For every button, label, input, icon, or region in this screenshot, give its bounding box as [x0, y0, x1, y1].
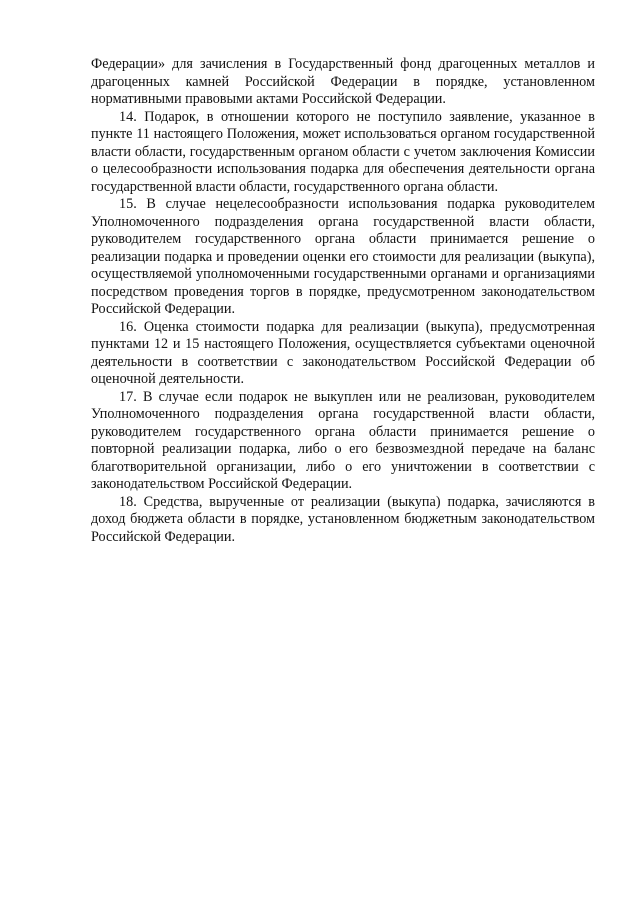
paragraph-item-14: 14. Подарок, в отношении которого не поступило заявление, указанное в пункте 11 настоящего Положения, может использоваться органом государственной власти области, государственным органом области с учетом заключения Комиссии о целесообразности использования подарка для обеспечения деятельности органа государственной власти области, государственного органа области. — [91, 108, 595, 195]
paragraph-continuation: Федерации» для зачисления в Государственный фонд драгоценных металлов и драгоценных камней Российской Федерации в порядке, установленном нормативными правовыми актами Российской Федерации. — [91, 56, 595, 107]
paragraph-item-15: 15. В случае нецелесообразности использования подарка руководителем Уполномоченного подразделения органа государственной власти области, руководителем государственного органа области принимается решение о реализации подарка и проведении оценки его стоимости для реализации (выкупа), осуществляемой уполномоченными государственными органами и организациями посредством проведения торгов в порядке, предусмотренном законодательством Российской Федерации. — [91, 196, 595, 317]
document-body — [91, 56, 595, 546]
paragraph-item-17: 17. В случае если подарок не выкуплен или не реализован, руководителем Уполномоченного подразделения органа государственной власти области, руководителем государственного органа области принимается решение о повторной реализации подарка, либо о его безвозмездной передаче на баланс благотворительной организации, либо о его уничтожении в соответствии с законодательством Российской Федерации. — [91, 388, 595, 492]
paragraph-item-16: 16. Оценка стоимости подарка для реализации (выкупа), предусмотренная пунктами 12 и 15 настоящего Положения, осуществляется субъектами оценочной деятельности в соответствии с законодательством Российской Федерации об оценочной деятельности. — [91, 318, 595, 387]
paragraph-item-18: 18. Средства, вырученные от реализации (выкупа) подарка, зачисляются в доход бюджета области в порядке, установленном бюджетным законодательством Российской Федерации. — [91, 493, 595, 545]
